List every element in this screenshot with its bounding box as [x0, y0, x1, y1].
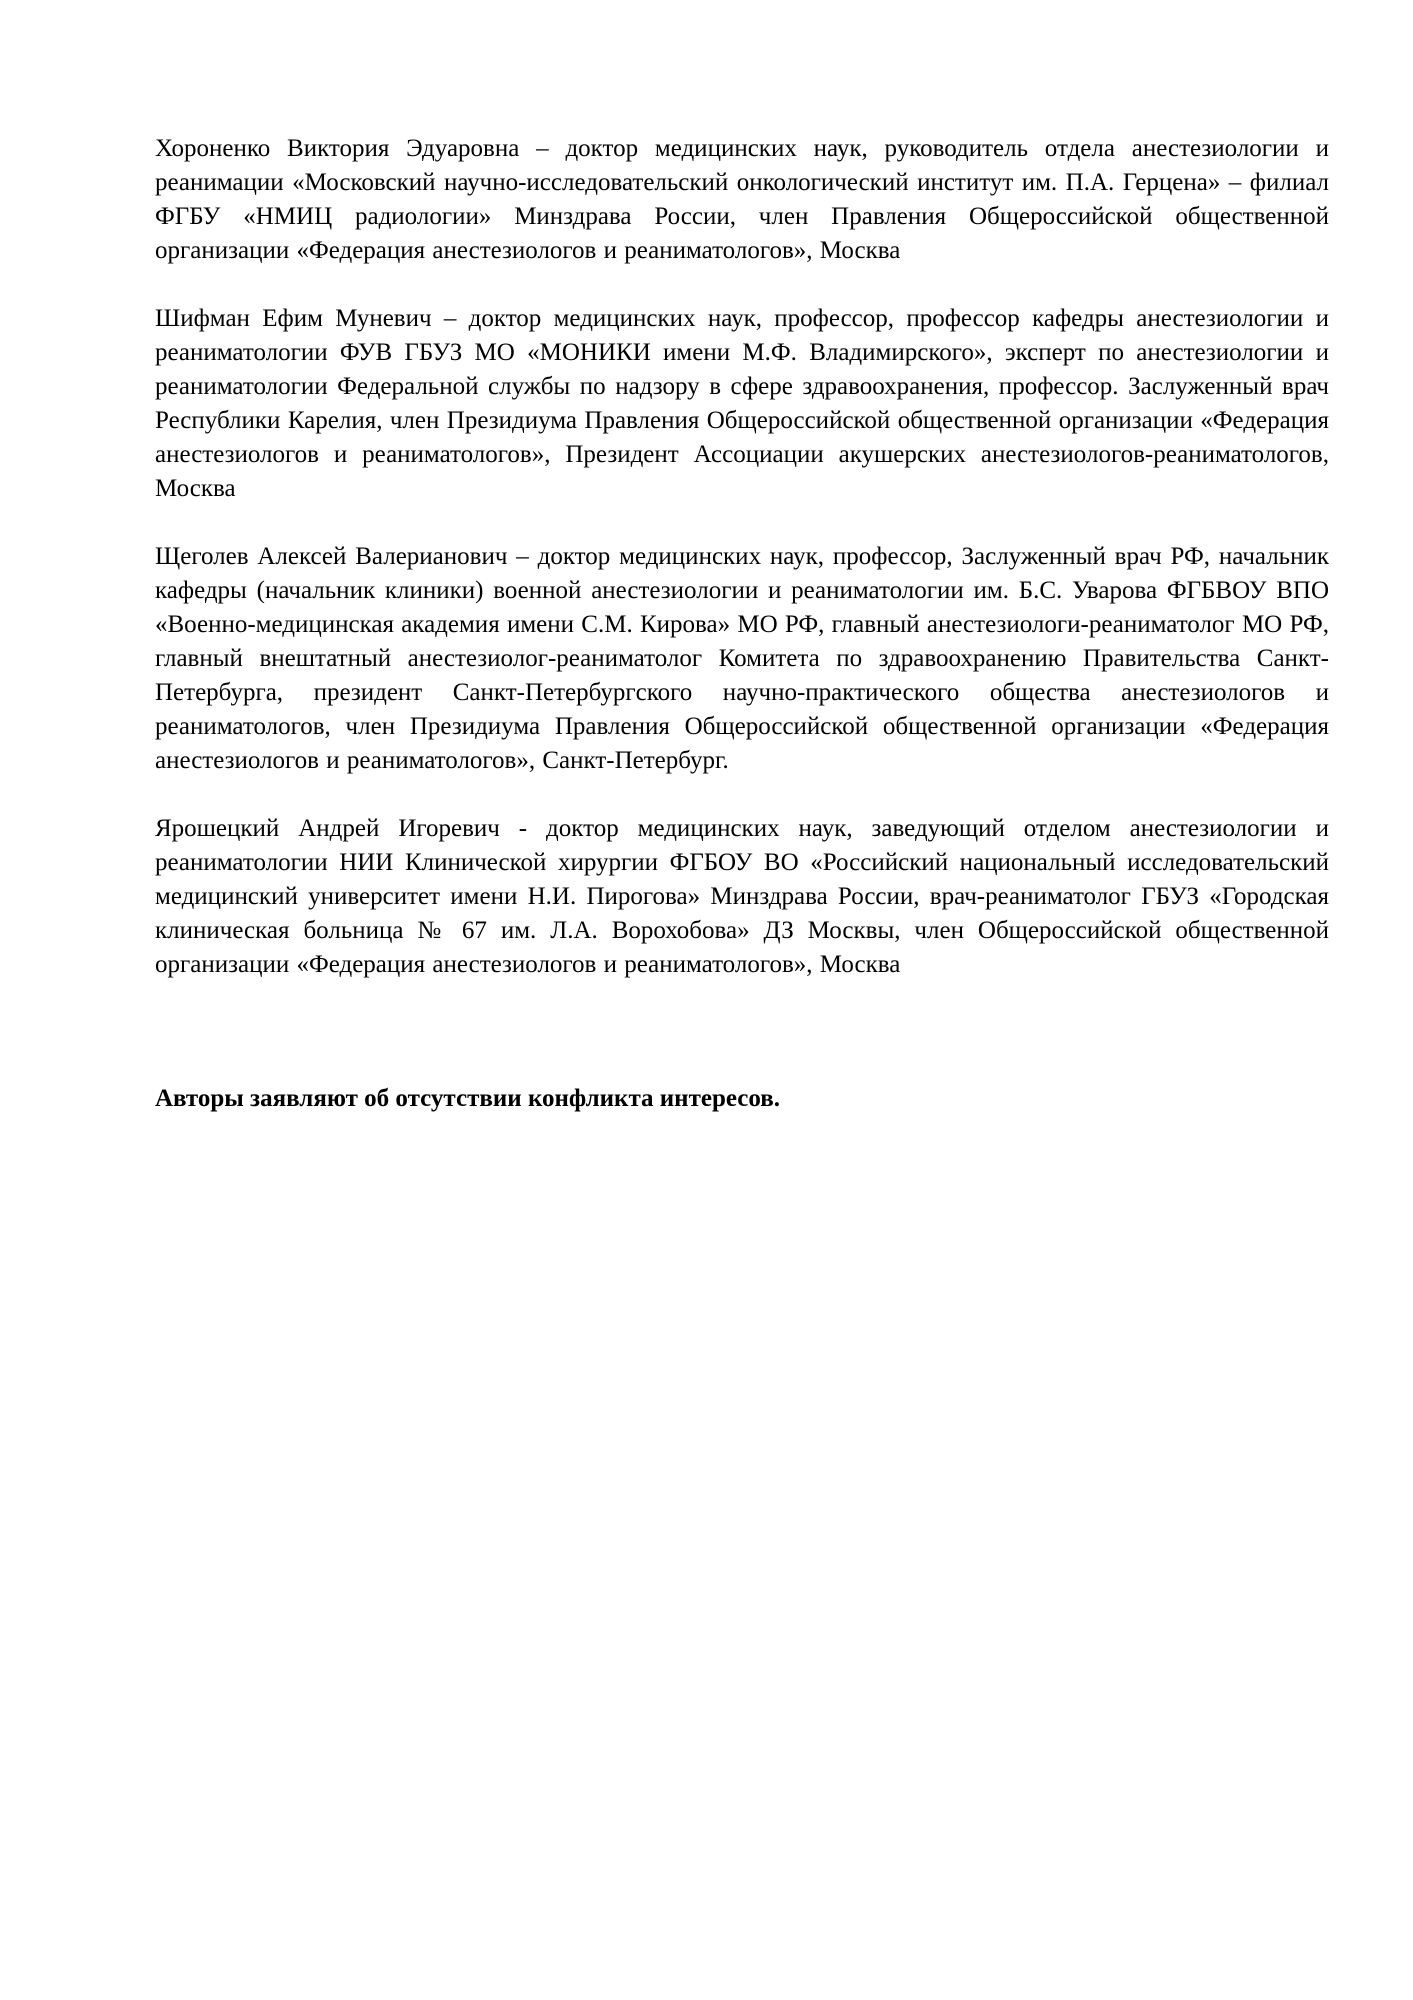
author-bio-paragraph-shifman: Шифман Ефим Муневич – доктор медицинских наук, профессор, профессор кафедры анестезиологии и реаниматологии ФУВ ГБУЗ МО «МОНИКИ имени М.Ф. Владимирского», эксперт по анестезиологии и реаниматологии Федеральной службы по надзору в сфере здравоохранения, профессор. Заслуженный врач Республики Карелия, член Президиума Правления Общероссийской общественной организации «Федерация анестезиологов и реаниматологов», Президент Ассоциации акушерских анестезиологов-реаниматологов, Москва [155, 305, 1329, 502]
author-bio-paragraph-khoronenko: Хороненко Виктория Эдуаровна – доктор медицинских наук, руководитель отдела анестезиологии и реанимации «Московский научно-исследовательский онкологический институт им. П.А. Герцена» – филиал ФГБУ «НМИЦ радиологии» Минздрава России, член Правления Общероссийской общественной организации «Федерация анестезиологов и реаниматологов», Москва [155, 135, 1329, 264]
author-bio-paragraph-shchegolev: Щеголев Алексей Валерианович – доктор медицинских наук, профессор, Заслуженный врач РФ, начальник кафедры (начальник клиники) военной анестезиологии и реаниматологии им. Б.С. Уварова ФГБВОУ ВПО «Военно-медицинская академия имени С.М. Кирова» МО РФ, главный анестезиологи-реаниматолог МО РФ, главный внештатный анестезиолог-реаниматолог Комитета по здравоохранению Правительства Санкт-Петербурга, президент Санкт-Петербургского научно-практического общества анестезиологов и реаниматологов, член Президиума Правления Общероссийской общественной организации «Федерация анестезиологов и реаниматологов», Санкт-Петербург. [155, 543, 1329, 774]
author-bio-paragraph-yaroshetskiy: Ярошецкий Андрей Игоревич - доктор медицинских наук, заведующий отделом анестезиологии и реаниматологии НИИ Клинической хирургии ФГБОУ ВО «Российский национальный исследовательский медицинский университет имени Н.И. Пирогова» Минздрава России, врач-реаниматолог ГБУЗ «Городская клиническая больница № 67 им. Л.А. Ворохобова» ДЗ Москвы, член Общероссийской общественной организации «Федерация анестезиологов и реаниматологов», Москва [155, 815, 1329, 978]
conflict-of-interest-statement: Авторы заявляют об отсутствии конфликта интересов. [155, 1085, 780, 1112]
